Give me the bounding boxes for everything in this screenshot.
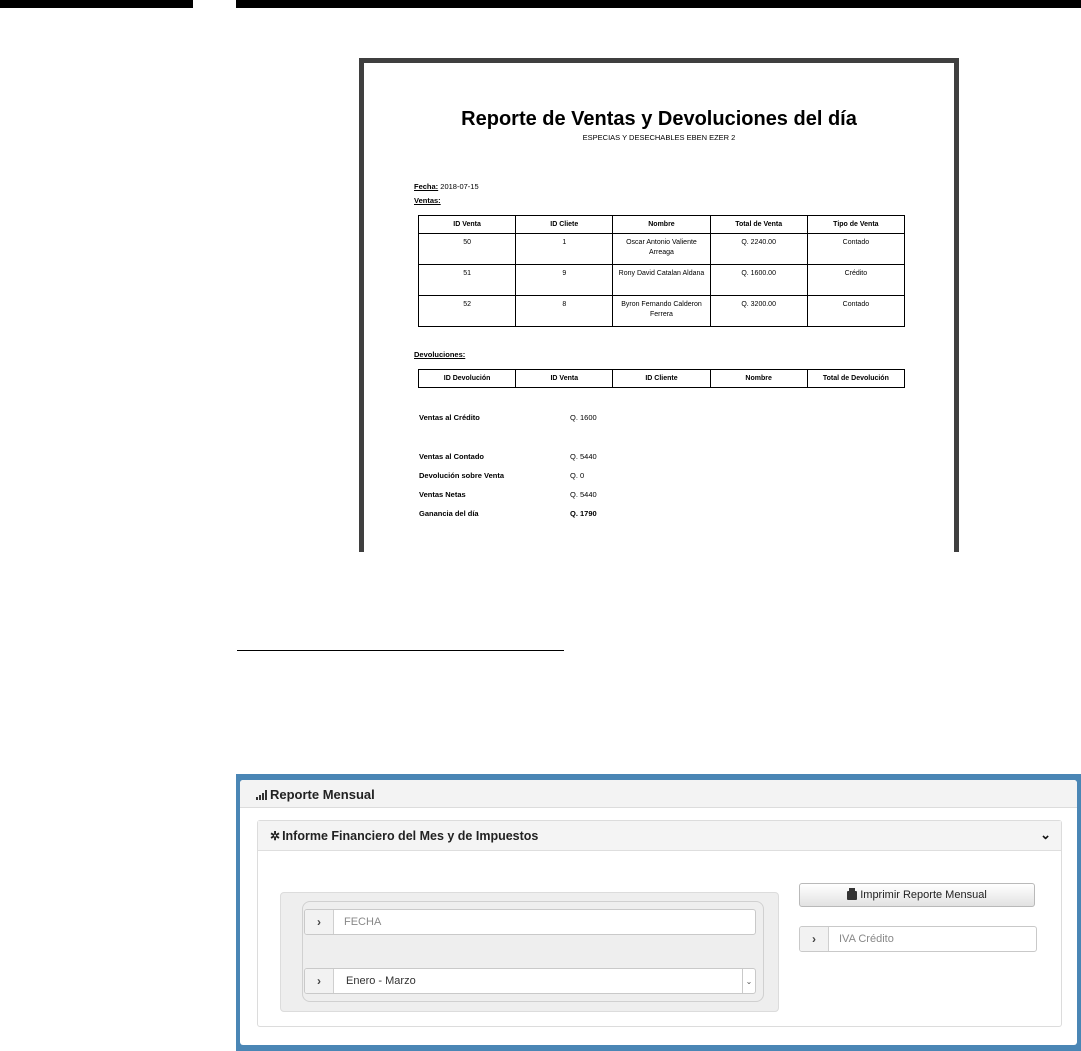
ventas-cell: Crédito [807, 265, 904, 296]
period-select[interactable]: Enero - Marzo [346, 975, 416, 987]
report-title: Reporte de Ventas y Devoluciones del día [461, 108, 857, 130]
fecha-input-group [304, 909, 756, 935]
table-row [419, 296, 905, 327]
fecha-label: Fecha: [414, 182, 439, 191]
form-well [280, 892, 779, 1012]
subpanel-header[interactable] [258, 821, 1061, 851]
signal-icon [256, 790, 267, 800]
print-button-label: Imprimir Reporte Mensual [860, 889, 987, 901]
ventas-section-label: Ventas: [414, 196, 441, 205]
ventas-cell: 50 [419, 234, 516, 265]
report-subtitle: ESPECIAS Y DESECHABLES EBEN EZER 2 [582, 133, 736, 142]
summary-label: Ventas al Contado [419, 452, 485, 461]
ventas-cell: Q. 3200.00 [710, 296, 807, 327]
ventas-cell: Oscar Antonio Valiente Arreaga [613, 234, 710, 265]
summary-value: Q. 5440 [570, 452, 597, 461]
chevron-right-icon: › [305, 969, 334, 993]
select-arrow-icon[interactable]: ⌄ [742, 969, 755, 993]
top-bar-right [236, 0, 1081, 8]
devoluciones-header-cell: ID Devolución [419, 370, 516, 388]
subpanel-title: Informe Financiero del Mes y de Impuestos [282, 829, 539, 843]
devoluciones-header-cell: ID Cliente [613, 370, 710, 388]
chevron-down-icon[interactable]: ⌄ [1040, 827, 1051, 842]
ventas-table [418, 215, 905, 327]
report-fecha [414, 182, 479, 191]
period-select-group [304, 968, 756, 994]
form-inner-well [302, 901, 764, 1002]
summary-label: Devolución sobre Venta [419, 471, 505, 480]
ventas-cell: 8 [516, 296, 613, 327]
ventas-cell: 51 [419, 265, 516, 296]
ventas-cell: 9 [516, 265, 613, 296]
devoluciones-header-cell: ID Venta [516, 370, 613, 388]
summary-label: Ventas Netas [419, 490, 466, 499]
iva-input-group [799, 926, 1037, 952]
ventas-cell: 1 [516, 234, 613, 265]
ventas-cell: Contado [807, 234, 904, 265]
panel-header [240, 780, 1077, 808]
ventas-cell: Rony David Catalan Aldana [613, 265, 710, 296]
panel-title: Reporte Mensual [270, 787, 375, 802]
summary-label: Ganancia del día [419, 509, 479, 518]
ventas-cell: 52 [419, 296, 516, 327]
ventas-header-cell: Total de Venta [710, 216, 807, 234]
top-bar-left [0, 0, 193, 8]
iva-credito-input[interactable] [829, 927, 1036, 951]
ventas-header-cell: ID Cliete [516, 216, 613, 234]
fecha-input[interactable] [334, 910, 755, 934]
summary-value: Q. 5440 [570, 490, 597, 499]
ventas-cell: Q. 1600.00 [710, 265, 807, 296]
report-preview [359, 58, 959, 552]
devoluciones-section-label: Devoluciones: [414, 350, 466, 359]
table-row [419, 234, 905, 265]
panel-title-wrap [256, 787, 375, 802]
ventas-header-cell: ID Venta [419, 216, 516, 234]
devoluciones-header-cell: Nombre [710, 370, 807, 388]
ventas-cell: Byron Fernando Calderon Ferrera [613, 296, 710, 327]
gear-icon: ✲ [270, 829, 281, 843]
print-report-button[interactable] [799, 883, 1035, 907]
devoluciones-table [418, 369, 905, 388]
chevron-right-icon: › [305, 910, 334, 934]
divider-line [237, 650, 564, 651]
panel-body [240, 780, 1077, 1045]
reporte-mensual-panel [236, 774, 1081, 1051]
devoluciones-header-cell: Total de Devolución [807, 370, 904, 388]
subpanel-title-wrap [270, 829, 538, 843]
summary-label: Ventas al Crédito [419, 413, 480, 422]
printer-icon [847, 891, 857, 900]
table-row [419, 265, 905, 296]
summary-value: Q. 0 [570, 471, 585, 480]
chevron-right-icon: › [800, 927, 829, 951]
ventas-header-cell: Nombre [613, 216, 710, 234]
ventas-cell: Contado [807, 296, 904, 327]
ventas-header-cell: Tipo de Venta [807, 216, 904, 234]
fecha-value: 2018-07-15 [440, 182, 479, 191]
summary-value: Q. 1790 [570, 509, 597, 518]
summary-value: Q. 1600 [570, 413, 597, 422]
ventas-cell: Q. 2240.00 [710, 234, 807, 265]
